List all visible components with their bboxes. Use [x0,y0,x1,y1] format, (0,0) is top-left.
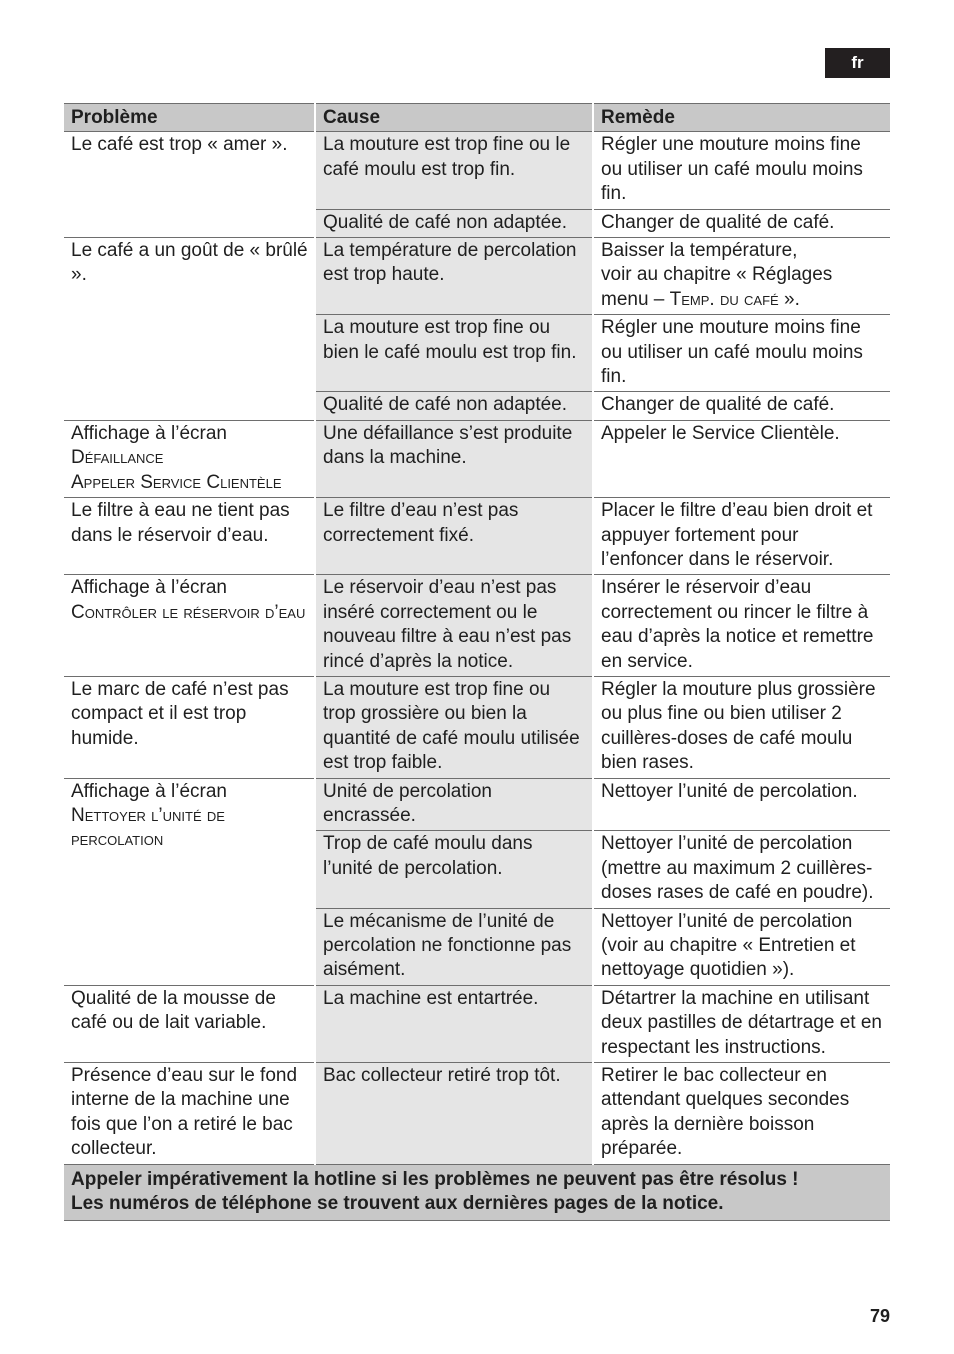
remedy-cell: Nettoyer l’unité de percolation (mettre au maximum 2 cuillères-doses rases de café en poudre). [593,831,890,908]
table-row [64,420,890,497]
cause-cell: La mouture est trop fine ou bien le café moulu est trop fin. [315,315,593,392]
problem-text: Affichage à l’écran [71,422,227,444]
remedy-cell: Appeler le Service Clientèle. [593,420,890,497]
column-header-problem: Problème [64,104,315,132]
table-row [64,1063,890,1165]
display-message: Contrôler le réservoir d’eau [71,601,306,623]
remedy-cell: Nettoyer l’unité de percolation. [593,778,890,831]
cause-cell: La mouture est trop fine ou le café moulu est trop fin. [315,132,593,209]
column-header-remedy: Remède [593,104,890,132]
remedy-cell: Régler une mouture moins fine ou utiliser un café moulu moins fin. [593,315,890,392]
table-header-row [64,104,890,132]
remedy-text: Baisser la température, [601,240,798,262]
column-header-cause: Cause [315,104,593,132]
table-row [64,238,890,315]
problem-cell [64,985,315,1062]
language-badge: fr [825,48,890,78]
problem-cell [64,420,315,497]
display-message: Nettoyer l’unité de percolation [71,804,225,851]
problem-cell [64,778,315,985]
cause-cell: Qualité de café non adaptée. [315,209,593,237]
remedy-text: ». [778,288,800,310]
problem-cell [64,575,315,677]
table-row [64,985,890,1062]
cause-cell: Unité de percolation encrassée. [315,778,593,831]
hotline-notice-line: Les numéros de téléphone se trouvent aux dernières pages de la notice. [71,1193,724,1215]
problem-cell [64,132,315,238]
cause-cell: Trop de café moulu dans l’unité de percolation. [315,831,593,908]
table-row [64,132,890,209]
hotline-notice [64,1164,890,1221]
table-row [64,778,890,831]
problem-cell [64,498,315,575]
cause-cell: Le réservoir d’eau n’est pas inséré correctement ou le nouveau filtre à eau n’est pas rincé d’après la notice. [315,575,593,677]
remedy-cell: Insérer le réservoir d’eau correctement ou rincer le filtre à eau d’après la notice et remettre en service. [593,575,890,677]
cause-cell: La mouture est trop fine ou trop grossière ou bien la quantité de café moulu utilisée est trop faible. [315,676,593,778]
problem-cell [64,1063,315,1165]
hotline-notice-line: Appeler impérativement la hotline si les problèmes ne peuvent pas être résolus ! [71,1168,799,1190]
troubleshooting-table [64,103,890,1221]
problem-cell [64,238,315,421]
display-message: Défaillance [71,447,164,469]
cause-cell: Le filtre d’eau n’est pas correctement fixé. [315,498,593,575]
cause-cell: Bac collecteur retiré trop tôt. [315,1063,593,1165]
cause-cell: Une défaillance s’est produite dans la machine. [315,420,593,497]
remedy-cell: Changer de qualité de café. [593,209,890,237]
page-number: 79 [869,1306,890,1326]
remedy-text: voir au chapitre « Réglages menu – [601,264,833,310]
remedy-cell: Placer le filtre d’eau bien droit et appuyer fortement pour l’enfoncer dans le réservoir. [593,498,890,575]
display-message: Appeler Service Clientèle [71,471,282,493]
remedy-cell: Changer de qualité de café. [593,392,890,420]
problem-text: Le café a un goût de « brûlé ». [71,240,308,286]
hotline-notice-row [64,1164,890,1221]
remedy-cell: Régler une mouture moins fine ou utiliser un café moulu moins fin. [593,132,890,209]
menu-setting-name: Temp. du café [669,288,779,310]
problem-text: Présence d’eau sur le fond interne de la machine une fois que l’on a retiré le bac collecteur. [71,1065,298,1160]
problem-cell [64,676,315,778]
remedy-cell: Nettoyer l’unité de percolation (voir au chapitre « Entretien et nettoyage quotidien »). [593,908,890,985]
remedy-cell: Retirer le bac collecteur en attendant quelques secondes après la dernière boisson préparée. [593,1063,890,1165]
problem-text: Qualité de la mousse de café ou de lait variable. [71,987,276,1034]
remedy-cell: Détartrer la machine en utilisant deux pastilles de détartrage et en respectant les instructions. [593,985,890,1062]
cause-cell: La machine est entartrée. [315,985,593,1062]
table-row [64,498,890,575]
problem-text: Affichage à l’écran [71,780,227,802]
cause-cell: Qualité de café non adaptée. [315,392,593,420]
table-row [64,575,890,677]
problem-text: Affichage à l’écran [71,577,227,599]
cause-cell: Le mécanisme de l’unité de percolation ne fonctionne pas aisément. [315,908,593,985]
problem-text: Le filtre à eau ne tient pas dans le réservoir d’eau. [71,500,290,546]
table-row [64,676,890,778]
remedy-cell: Régler la mouture plus grossière ou plus fine ou bien utiliser 2 cuillères-doses de café moulu bien rases. [593,676,890,778]
remedy-cell [593,238,890,315]
cause-cell: La température de percolation est trop haute. [315,238,593,315]
problem-text: Le café est trop « amer ». [71,134,288,156]
problem-text: Le marc de café n’est pas compact et il est trop humide. [71,678,289,749]
